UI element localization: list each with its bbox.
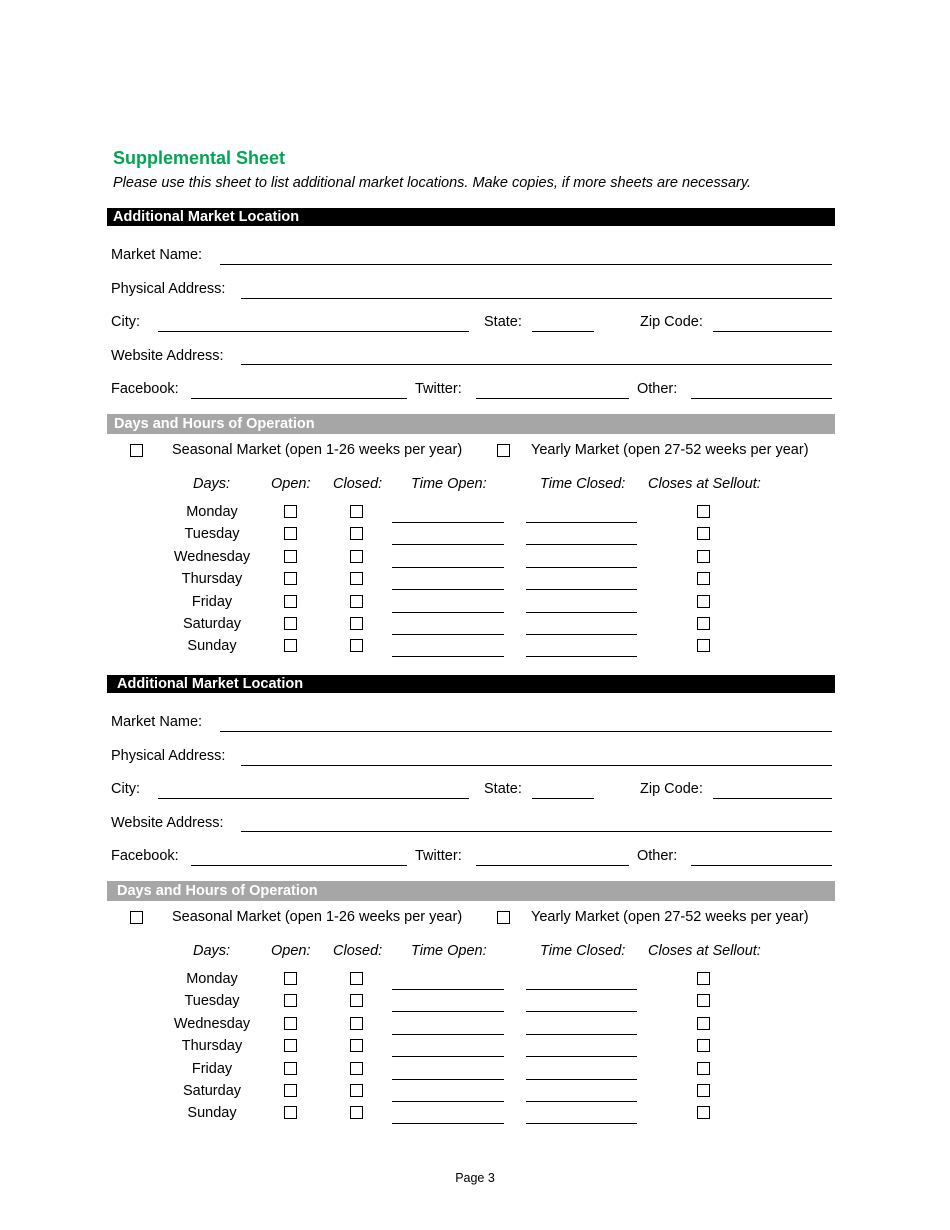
section-header-days-hours: Days and Hours of Operation bbox=[107, 881, 835, 901]
market-name-field[interactable] bbox=[220, 731, 832, 732]
tuesday-time-closed-field[interactable] bbox=[526, 1011, 637, 1012]
facebook-label: Facebook: bbox=[111, 848, 179, 864]
state-label: State: bbox=[484, 781, 522, 797]
saturday-time-closed-field[interactable] bbox=[526, 634, 637, 635]
website-address-field[interactable] bbox=[241, 364, 832, 365]
yearly-market-checkbox[interactable] bbox=[497, 444, 510, 457]
zip-code-label: Zip Code: bbox=[640, 314, 703, 330]
wednesday-closes-at-sellout-checkbox[interactable] bbox=[697, 1017, 710, 1030]
state-field[interactable] bbox=[532, 331, 594, 332]
day-label-wednesday: Wednesday bbox=[173, 548, 251, 565]
sunday-time-open-field[interactable] bbox=[392, 656, 504, 657]
thursday-open-checkbox[interactable] bbox=[284, 572, 297, 585]
monday-closed-checkbox[interactable] bbox=[350, 972, 363, 985]
friday-open-checkbox[interactable] bbox=[284, 595, 297, 608]
sunday-closed-checkbox[interactable] bbox=[350, 1106, 363, 1119]
thursday-closed-checkbox[interactable] bbox=[350, 572, 363, 585]
wednesday-time-closed-field[interactable] bbox=[526, 567, 637, 568]
state-field[interactable] bbox=[532, 798, 594, 799]
wednesday-time-open-field[interactable] bbox=[392, 567, 504, 568]
friday-closes-at-sellout-checkbox[interactable] bbox=[697, 595, 710, 608]
facebook-field[interactable] bbox=[191, 865, 407, 866]
wednesday-time-closed-field[interactable] bbox=[526, 1034, 637, 1035]
thursday-time-closed-field[interactable] bbox=[526, 1056, 637, 1057]
saturday-open-checkbox[interactable] bbox=[284, 1084, 297, 1097]
monday-closes-at-sellout-checkbox[interactable] bbox=[697, 505, 710, 518]
column-header-open: Open: bbox=[271, 476, 311, 492]
monday-closed-checkbox[interactable] bbox=[350, 505, 363, 518]
tuesday-closes-at-sellout-checkbox[interactable] bbox=[697, 994, 710, 1007]
monday-open-checkbox[interactable] bbox=[284, 972, 297, 985]
sunday-time-closed-field[interactable] bbox=[526, 656, 637, 657]
thursday-closed-checkbox[interactable] bbox=[350, 1039, 363, 1052]
saturday-closed-checkbox[interactable] bbox=[350, 617, 363, 630]
wednesday-open-checkbox[interactable] bbox=[284, 1017, 297, 1030]
tuesday-open-checkbox[interactable] bbox=[284, 994, 297, 1007]
column-header-time-open: Time Open: bbox=[411, 943, 487, 959]
sunday-closes-at-sellout-checkbox[interactable] bbox=[697, 1106, 710, 1119]
saturday-open-checkbox[interactable] bbox=[284, 617, 297, 630]
sunday-closed-checkbox[interactable] bbox=[350, 639, 363, 652]
seasonal-market-label: Seasonal Market (open 1-26 weeks per year) bbox=[172, 909, 463, 925]
market-name-label: Market Name: bbox=[111, 247, 203, 263]
friday-time-closed-field[interactable] bbox=[526, 612, 637, 613]
website-address-label: Website Address: bbox=[111, 815, 224, 831]
thursday-time-open-field[interactable] bbox=[392, 1056, 504, 1057]
day-label-wednesday: Wednesday bbox=[173, 1015, 251, 1032]
day-label-thursday: Thursday bbox=[181, 571, 243, 588]
twitter-field[interactable] bbox=[476, 865, 629, 866]
monday-time-open-field[interactable] bbox=[392, 989, 504, 990]
tuesday-closes-at-sellout-checkbox[interactable] bbox=[697, 527, 710, 540]
friday-closed-checkbox[interactable] bbox=[350, 595, 363, 608]
section-header-additional-location: Additional Market Location bbox=[107, 675, 835, 693]
market-name-field[interactable] bbox=[220, 264, 832, 265]
twitter-label: Twitter: bbox=[415, 381, 462, 397]
saturday-time-closed-field[interactable] bbox=[526, 1101, 637, 1102]
thursday-time-open-field[interactable] bbox=[392, 589, 504, 590]
wednesday-closed-checkbox[interactable] bbox=[350, 1017, 363, 1030]
city-field[interactable] bbox=[158, 798, 469, 799]
tuesday-time-closed-field[interactable] bbox=[526, 544, 637, 545]
column-header-time-closed: Time Closed: bbox=[540, 476, 626, 492]
sunday-open-checkbox[interactable] bbox=[284, 639, 297, 652]
other-field[interactable] bbox=[691, 865, 832, 866]
thursday-closes-at-sellout-checkbox[interactable] bbox=[697, 572, 710, 585]
city-field[interactable] bbox=[158, 331, 469, 332]
day-label-saturday: Saturday bbox=[182, 1083, 242, 1099]
wednesday-closes-at-sellout-checkbox[interactable] bbox=[697, 550, 710, 563]
monday-time-closed-field[interactable] bbox=[526, 522, 637, 523]
saturday-closes-at-sellout-checkbox[interactable] bbox=[697, 1084, 710, 1097]
day-label-sunday: Sunday bbox=[187, 638, 237, 655]
facebook-field[interactable] bbox=[191, 398, 407, 399]
wednesday-closed-checkbox[interactable] bbox=[350, 550, 363, 563]
page-instructions: Please use this sheet to list additional market locations. Make copies, if more sheets are necessary. bbox=[113, 175, 752, 191]
column-header-closes-at-sellout: Closes at Sellout: bbox=[648, 943, 761, 959]
facebook-label: Facebook: bbox=[111, 381, 179, 397]
column-header-closed: Closed: bbox=[333, 476, 383, 492]
physical-address-field[interactable] bbox=[241, 765, 832, 766]
zip-code-field[interactable] bbox=[713, 331, 832, 332]
yearly-market-label: Yearly Market (open 27-52 weeks per year) bbox=[531, 909, 809, 925]
thursday-open-checkbox[interactable] bbox=[284, 1039, 297, 1052]
monday-time-open-field[interactable] bbox=[392, 522, 504, 523]
column-header-time-open: Time Open: bbox=[411, 476, 487, 492]
thursday-closes-at-sellout-checkbox[interactable] bbox=[697, 1039, 710, 1052]
friday-open-checkbox[interactable] bbox=[284, 1062, 297, 1075]
day-label-friday: Friday bbox=[191, 593, 233, 610]
physical-address-label: Physical Address: bbox=[111, 281, 226, 297]
yearly-market-label: Yearly Market (open 27-52 weeks per year) bbox=[531, 442, 809, 458]
monday-closes-at-sellout-checkbox[interactable] bbox=[697, 972, 710, 985]
city-label: City: bbox=[111, 781, 140, 797]
column-header-days: Days: bbox=[193, 943, 231, 959]
friday-time-open-field[interactable] bbox=[392, 612, 504, 613]
day-label-friday: Friday bbox=[191, 1060, 233, 1077]
day-label-thursday: Thursday bbox=[181, 1038, 243, 1055]
wednesday-open-checkbox[interactable] bbox=[284, 550, 297, 563]
physical-address-field[interactable] bbox=[241, 298, 832, 299]
other-label: Other: bbox=[637, 848, 678, 864]
yearly-market-checkbox[interactable] bbox=[497, 911, 510, 924]
sunday-closes-at-sellout-checkbox[interactable] bbox=[697, 639, 710, 652]
column-header-time-closed: Time Closed: bbox=[540, 943, 626, 959]
friday-time-closed-field[interactable] bbox=[526, 1079, 637, 1080]
day-label-tuesday: Tuesday bbox=[184, 526, 240, 543]
twitter-label: Twitter: bbox=[415, 848, 462, 864]
twitter-field[interactable] bbox=[476, 398, 629, 399]
other-label: Other: bbox=[637, 381, 678, 397]
friday-closed-checkbox[interactable] bbox=[350, 1062, 363, 1075]
sunday-open-checkbox[interactable] bbox=[284, 1106, 297, 1119]
thursday-time-closed-field[interactable] bbox=[526, 589, 637, 590]
page-title: Supplemental Sheet bbox=[113, 148, 286, 168]
zip-code-label: Zip Code: bbox=[640, 781, 703, 797]
column-header-closed: Closed: bbox=[333, 943, 383, 959]
seasonal-market-checkbox[interactable] bbox=[130, 444, 143, 457]
day-label-tuesday: Tuesday bbox=[184, 993, 240, 1010]
section-header-additional-location: Additional Market Location bbox=[107, 208, 835, 226]
state-label: State: bbox=[484, 314, 522, 330]
tuesday-closed-checkbox[interactable] bbox=[350, 527, 363, 540]
section-header-days-hours: Days and Hours of Operation bbox=[107, 414, 835, 434]
tuesday-time-open-field[interactable] bbox=[392, 1011, 504, 1012]
city-label: City: bbox=[111, 314, 140, 330]
sunday-time-open-field[interactable] bbox=[392, 1123, 504, 1124]
friday-time-open-field[interactable] bbox=[392, 1079, 504, 1080]
market-name-label: Market Name: bbox=[111, 714, 203, 730]
tuesday-time-open-field[interactable] bbox=[392, 544, 504, 545]
physical-address-label: Physical Address: bbox=[111, 748, 226, 764]
wednesday-time-open-field[interactable] bbox=[392, 1034, 504, 1035]
seasonal-market-label: Seasonal Market (open 1-26 weeks per year) bbox=[172, 442, 463, 458]
monday-open-checkbox[interactable] bbox=[284, 505, 297, 518]
day-label-monday: Monday bbox=[186, 971, 238, 987]
friday-closes-at-sellout-checkbox[interactable] bbox=[697, 1062, 710, 1075]
column-header-closes-at-sellout: Closes at Sellout: bbox=[648, 476, 761, 492]
sunday-time-closed-field[interactable] bbox=[526, 1123, 637, 1124]
day-label-sunday: Sunday bbox=[187, 1105, 237, 1122]
other-field[interactable] bbox=[691, 398, 832, 399]
saturday-time-open-field[interactable] bbox=[392, 1101, 504, 1102]
tuesday-open-checkbox[interactable] bbox=[284, 527, 297, 540]
saturday-closes-at-sellout-checkbox[interactable] bbox=[697, 617, 710, 630]
website-address-label: Website Address: bbox=[111, 348, 224, 364]
zip-code-field[interactable] bbox=[713, 798, 832, 799]
saturday-time-open-field[interactable] bbox=[392, 634, 504, 635]
website-address-field[interactable] bbox=[241, 831, 832, 832]
seasonal-market-checkbox[interactable] bbox=[130, 911, 143, 924]
column-header-days: Days: bbox=[193, 476, 231, 492]
page-number: Page 3 bbox=[455, 1171, 495, 1185]
column-header-open: Open: bbox=[271, 943, 311, 959]
day-label-saturday: Saturday bbox=[182, 616, 242, 632]
tuesday-closed-checkbox[interactable] bbox=[350, 994, 363, 1007]
monday-time-closed-field[interactable] bbox=[526, 989, 637, 990]
saturday-closed-checkbox[interactable] bbox=[350, 1084, 363, 1097]
day-label-monday: Monday bbox=[186, 504, 238, 520]
